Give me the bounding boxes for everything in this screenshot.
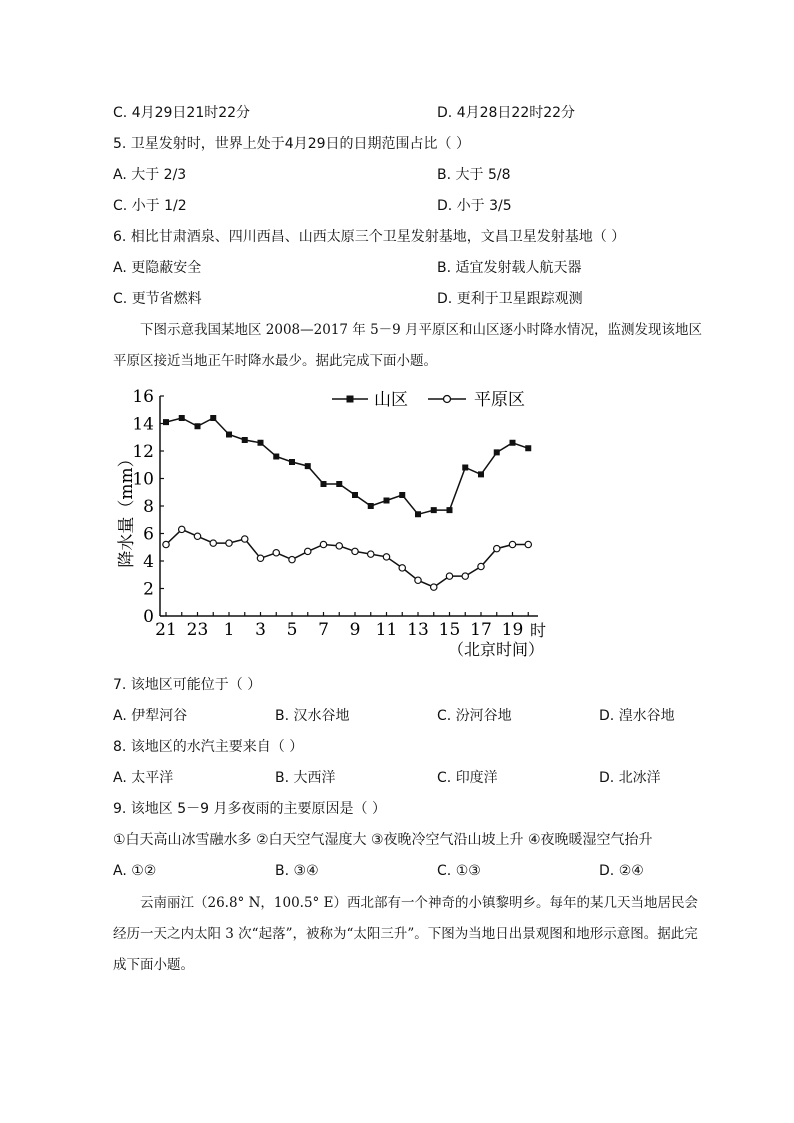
y-tick-label: 10 [132, 469, 154, 490]
plain-data-point [462, 573, 468, 579]
plain-data-point [509, 541, 515, 547]
x-tick-label: 15 [438, 620, 461, 640]
plain-data-point [163, 541, 169, 547]
y-tick-label: 14 [132, 414, 154, 435]
mountain-data-point [163, 419, 169, 425]
x-tick-label: 11 [375, 620, 398, 640]
plain-data-point [210, 540, 216, 546]
legend-label-mountain: 山区 [374, 390, 408, 410]
x-tick-label: 9 [349, 620, 361, 640]
mountain-data-point [525, 445, 531, 451]
q4-option-c: C. 4月29日21时22分 [113, 105, 251, 121]
y-tick-label: 0 [143, 607, 154, 627]
mountain-data-point [258, 440, 264, 446]
q8-option-c: C. 印度洋 [437, 770, 498, 786]
chart-legend [332, 390, 525, 410]
x-tick-label: 7 [318, 620, 329, 640]
x-tick-label: 19 [501, 620, 524, 640]
plain-data-point [525, 541, 531, 547]
q8-option-b: B. 大西洋 [275, 770, 336, 786]
y-tick-label: 4 [143, 552, 154, 572]
q6-option-d: D. 更利于卫星跟踪观测 [437, 291, 583, 307]
plain-data-point [257, 555, 263, 561]
q5-option-a: A. 大于 2/3 [113, 167, 187, 183]
plain-data-point [273, 550, 279, 556]
q9-option-b: B. ③④ [275, 863, 319, 879]
plain-data-point [226, 540, 232, 546]
chart-series [163, 415, 532, 590]
intro-paragraph-2: 云南丽江（26.8° N，100.5° E）西北部有一个神奇的小镇黎明乡。每年的某几天当地居民会经历一天之内太阳 3 次“起落”，被称为“太阳三升”。下图为当地日出景观图和地形示意图。据此完成下面小题。 [113, 895, 698, 973]
intro-paragraph-1: 下图示意我国某地区 2008—2017 年 5－9 月平原区和山区逐小时降水情况，监测发现该地区平原区接近当地正午时降水最少。据此完成下面小题。 [113, 322, 703, 369]
x-tick-label: 23 [186, 620, 209, 640]
precipitation-line-chart [110, 383, 560, 663]
y-tick-label: 6 [143, 524, 154, 545]
x-tick-label: 1 [223, 620, 235, 640]
q7-stem: 7. 该地区可能位于（ ） [113, 677, 262, 693]
q9-option-c: C. ①③ [437, 863, 481, 879]
plain-data-point [415, 577, 421, 583]
chart-axes [160, 396, 538, 616]
mountain-data-point [431, 507, 437, 513]
q9-stem: 9. 该地区 5－9 月多夜雨的主要原因是（ ） [113, 801, 386, 817]
plain-data-point [446, 573, 452, 579]
mountain-data-point [478, 471, 484, 477]
q9-option-d: D. ②④ [599, 863, 644, 879]
x-tick-labels [155, 620, 523, 640]
plain-data-point [399, 565, 405, 571]
mountain-data-point [368, 503, 374, 509]
y-axis-label: 降水量（mm） [117, 450, 137, 568]
legend-marker-plain [444, 396, 451, 403]
y-tick-label: 12 [132, 442, 154, 462]
q6-option-c: C. 更节省燃料 [113, 291, 202, 307]
mountain-data-point [305, 463, 311, 469]
plain-data-point [320, 541, 326, 547]
q5-option-b: B. 大于 5/8 [437, 167, 511, 183]
q9-statements: ①白天高山冰雪融水多 ②白天空气湿度大 ③夜晚冷空气沿山坡上升 ④夜晚暖湿空气抬升 [113, 832, 653, 848]
q8-option-d: D. 北冰洋 [599, 770, 661, 786]
mountain-data-point [447, 507, 453, 513]
q4-option-d: D. 4月28日22时22分 [437, 105, 576, 121]
plain-data-point [478, 563, 484, 569]
q7-option-d: D. 湟水谷地 [599, 708, 675, 724]
q8-option-a: A. 太平洋 [113, 770, 174, 786]
plain-data-point [242, 536, 248, 542]
plain-series-line [166, 529, 528, 587]
plain-data-point [383, 554, 389, 560]
q5-option-d: D. 小于 3/5 [437, 198, 512, 214]
q6-option-a: A. 更隐蔽安全 [113, 260, 202, 276]
mountain-data-point [210, 415, 216, 421]
q5-option-c: C. 小于 1/2 [113, 198, 187, 214]
legend-label-plain: 平原区 [474, 390, 525, 410]
plain-data-point [352, 548, 358, 554]
plain-data-point [431, 584, 437, 590]
mountain-data-point [462, 465, 468, 471]
mountain-data-point [352, 492, 358, 498]
mountain-data-point [510, 440, 516, 446]
plain-data-point [368, 551, 374, 557]
plain-data-point [336, 543, 342, 549]
plain-data-point [194, 533, 200, 539]
y-tick-label: 16 [132, 387, 154, 407]
plain-data-point [494, 545, 500, 551]
x-tick-label: 5 [286, 620, 298, 640]
x-tick-label: 21 [155, 620, 177, 640]
q7-option-a: A. 伊犁河谷 [113, 708, 188, 724]
mountain-data-point [273, 454, 279, 460]
mountain-data-point [226, 432, 232, 438]
y-tick-label: 8 [143, 497, 154, 517]
q5-stem: 5. 卫星发射时，世界上处于4月29日的日期范围占比（ ） [113, 136, 470, 152]
mountain-data-point [195, 423, 201, 429]
q6-option-b: B. 适宜发射载人航天器 [437, 260, 582, 276]
plain-data-point [305, 548, 311, 554]
x-unit-label: 时 [530, 621, 547, 640]
mountain-data-point [399, 492, 405, 498]
q9-option-a: A. ①② [113, 863, 157, 879]
mountain-series-line [166, 418, 528, 514]
mountain-data-point [384, 498, 390, 504]
mountain-data-point [321, 481, 327, 487]
x-axis-label: （北京时间） [448, 640, 545, 659]
q7-option-b: B. 汉水谷地 [275, 708, 350, 724]
q6-stem: 6. 相比甘肃酒泉、四川西昌、山西太原三个卫星发射基地，文昌卫星发射基地（ ） [113, 229, 626, 245]
legend-marker-mountain [347, 396, 354, 403]
plain-data-point [179, 526, 185, 532]
y-tick-label: 2 [143, 579, 154, 600]
mountain-data-point [289, 459, 295, 465]
x-tick-label: 3 [255, 620, 266, 640]
q8-stem: 8. 该地区的水汽主要来自（ ） [113, 739, 304, 755]
q7-option-c: C. 汾河谷地 [437, 708, 512, 724]
x-tick-label: 13 [407, 620, 429, 640]
mountain-data-point [179, 415, 185, 421]
mountain-data-point [242, 437, 248, 443]
plain-data-point [289, 556, 295, 562]
mountain-data-point [336, 481, 342, 487]
x-tick-label: 17 [470, 620, 492, 640]
mountain-data-point [415, 511, 421, 517]
mountain-data-point [494, 449, 500, 455]
